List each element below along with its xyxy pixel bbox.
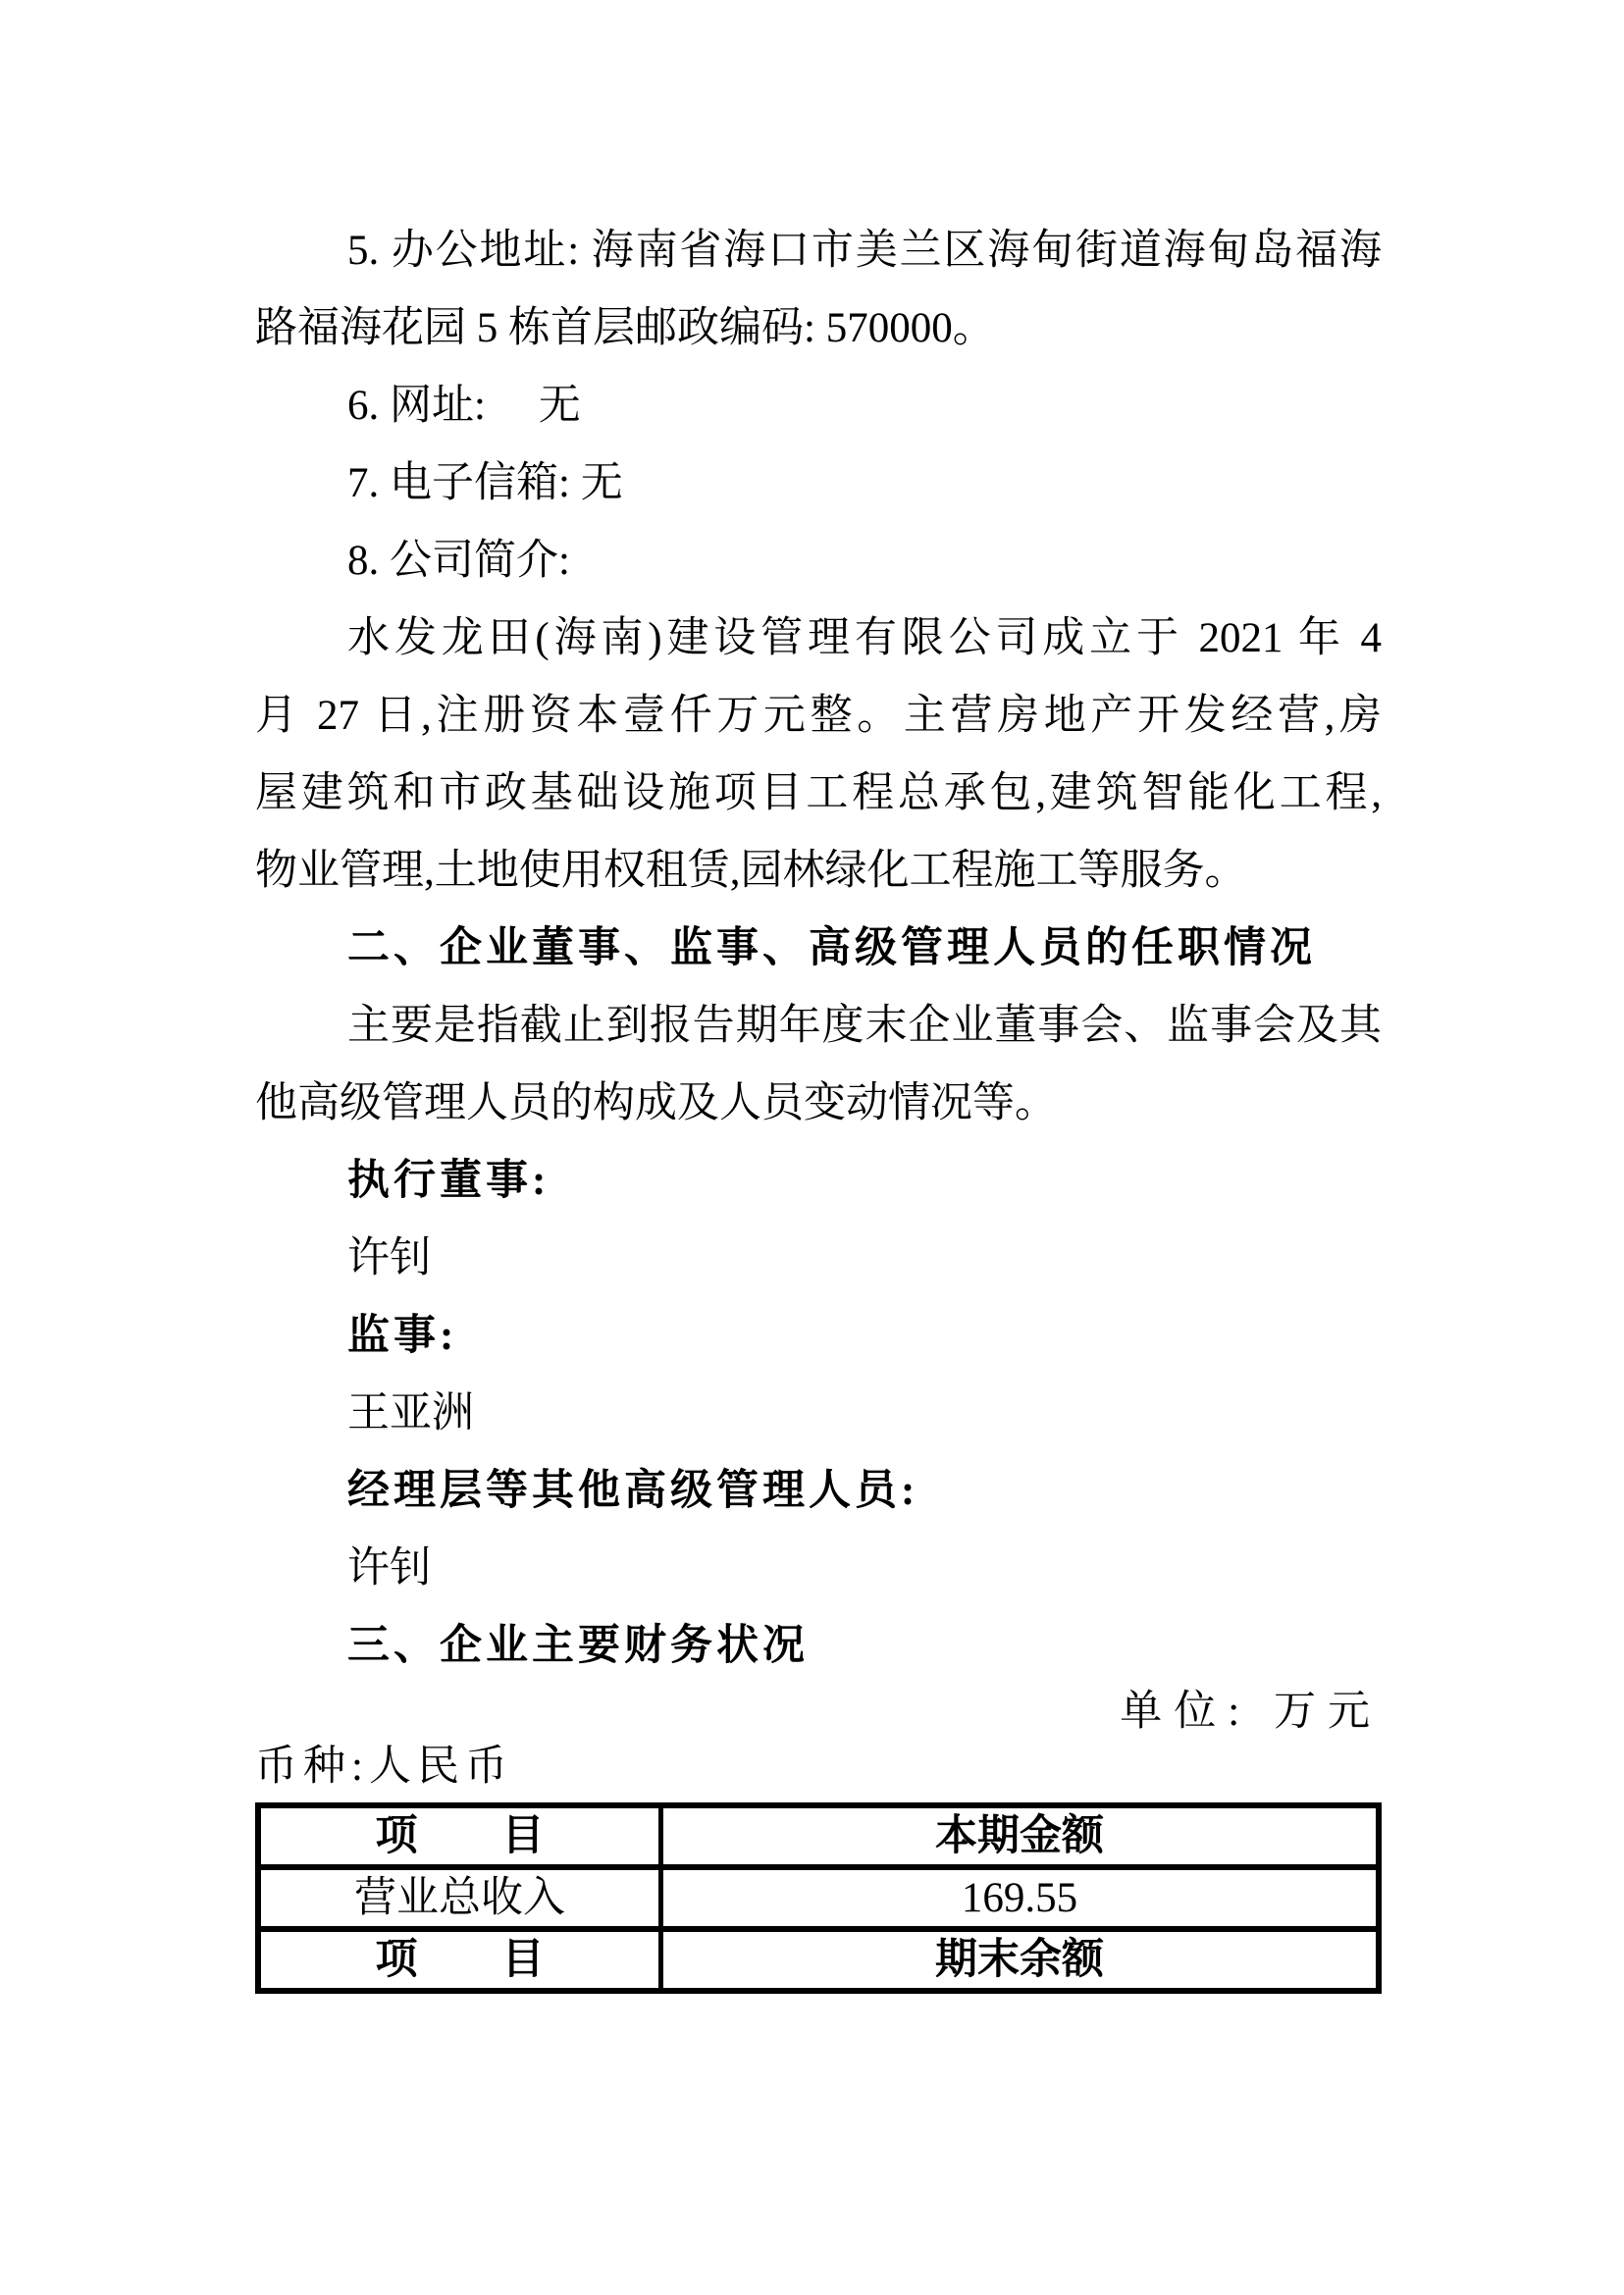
supervisor-label: 监事: [347, 1313, 458, 1359]
company-intro-line-2: 月 27 日,注册资本壹仟万元整。主营房地产开发经营,房 [255, 693, 1382, 739]
finance-table-header-item: 项 目 [258, 1805, 661, 1867]
company-intro-line-4: 物业管理,土地使用权租赁,园林绿化工程施工等服务。 [255, 848, 1247, 894]
section-2-desc-line-2: 他高级管理人员的构成及人员变动情况等。 [255, 1080, 1057, 1126]
supervisor-name: 王亚洲 [347, 1390, 474, 1436]
currency-note: 币种:人民币 [255, 1744, 513, 1790]
section-2-desc-line-1: 主要是指截止到报告期年度末企业董事会、监事会及其 [347, 1003, 1382, 1049]
senior-management-name: 许钊 [347, 1545, 432, 1591]
company-intro-line-3: 屋建筑和市政基础设施项目工程总承包,建筑智能化工程, [255, 770, 1382, 816]
finance-table-row-revenue [258, 1867, 1379, 1929]
office-address-line-1: 5. 办公地址: 海南省海口市美兰区海甸街道海甸岛福海 [347, 228, 1382, 274]
finance-table [255, 1802, 1382, 1994]
balance-item-header-cell: 项 目 [258, 1929, 661, 1991]
section-3-heading: 三、企业主要财务状况 [347, 1623, 809, 1669]
company-intro-line-1: 水发龙田(海南)建设管理有限公司成立于 2021 年 4 [347, 615, 1382, 661]
email-line: 7. 电子信箱: 无 [347, 460, 623, 506]
finance-table-header-row [258, 1805, 1379, 1867]
section-2-heading: 二、企业董事、监事、高级管理人员的任职情况 [347, 925, 1316, 971]
finance-table-header-amount: 本期金额 [661, 1805, 1380, 1867]
company-intro-label: 8. 公司简介: [347, 538, 570, 584]
revenue-item-cell: 营业总收入 [258, 1867, 661, 1929]
office-address-line-2: 路福海花园 5 栋首层邮政编码: 570000。 [255, 305, 995, 351]
unit-note: 单位: 万元 [1120, 1689, 1382, 1735]
website-line: 6. 网址: 无 [347, 383, 581, 429]
executive-director-name: 许钊 [347, 1235, 432, 1281]
revenue-amount-cell: 169.55 [661, 1867, 1380, 1929]
senior-management-label: 经理层等其他高级管理人员: [347, 1468, 919, 1514]
executive-director-label: 执行董事: [347, 1158, 550, 1204]
balance-amount-header-cell: 期末余额 [661, 1929, 1380, 1991]
finance-table-row-balance-header [258, 1929, 1379, 1991]
